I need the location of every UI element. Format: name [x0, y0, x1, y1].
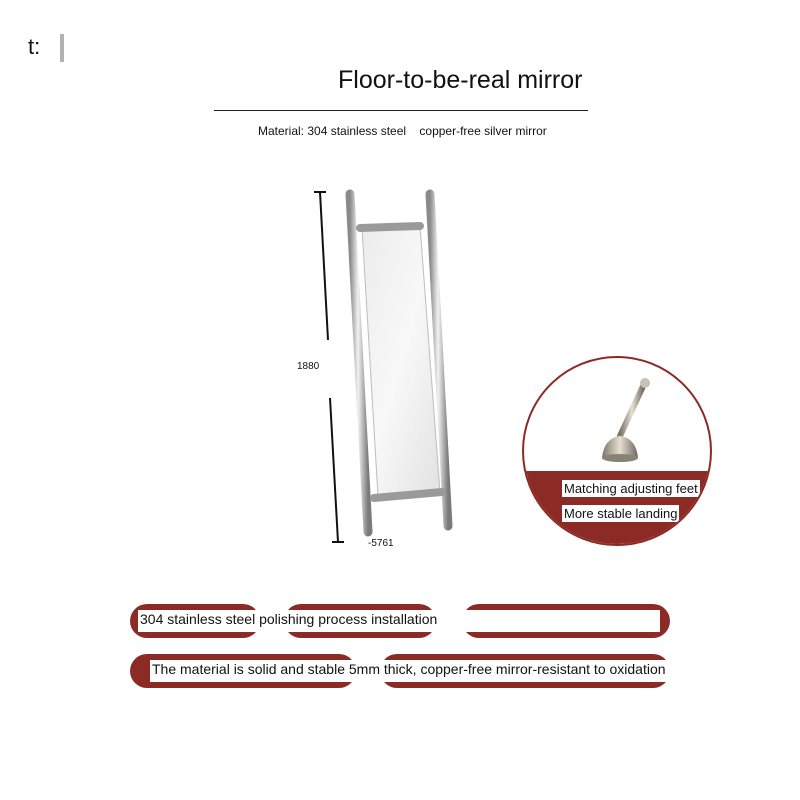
- page-title: Floor-to-be-real mirror: [338, 66, 583, 94]
- adjusting-feet-callout: [522, 356, 712, 546]
- width-dimension-label: -5761: [368, 538, 394, 549]
- adjusting-foot-icon: [524, 358, 712, 478]
- title-divider: [214, 110, 588, 111]
- material-caption: Material: 304 stainless steel copper-free silver mirror: [258, 124, 547, 138]
- feature-line-1: 304 stainless steel polishing process installation: [140, 611, 438, 627]
- feature-pill: [462, 604, 670, 638]
- mirror-glass: [362, 226, 440, 496]
- feet-callout-line-1: Matching adjusting feet: [564, 481, 698, 496]
- corner-label: t:: [28, 34, 41, 59]
- corner-mark: [60, 34, 64, 62]
- height-dimension-label: 1880: [297, 361, 320, 372]
- top-crossbar: [360, 226, 420, 228]
- feet-callout-line-2: More stable landing: [564, 506, 678, 521]
- feature-line-2: The material is solid and stable 5mm thick, copper-free mirror-resistant to oxidation: [152, 661, 666, 677]
